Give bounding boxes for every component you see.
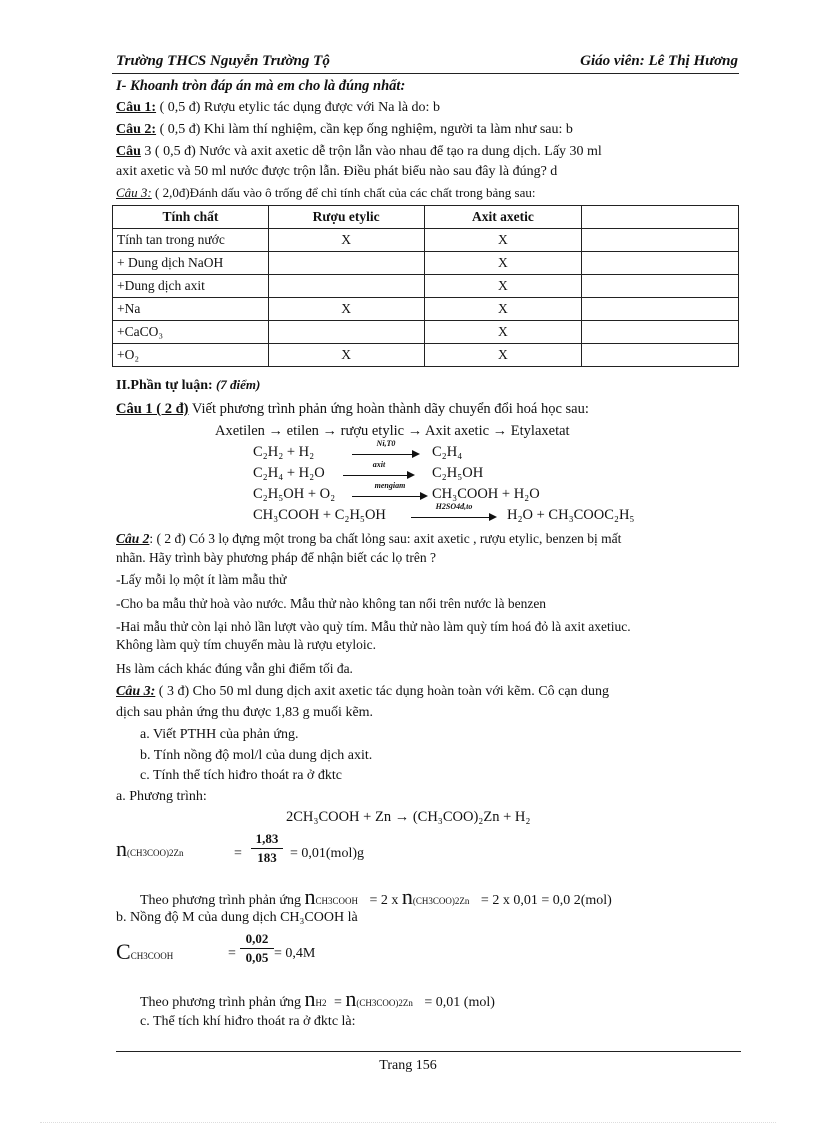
- table-cell: [582, 344, 739, 367]
- part2-title: [116, 377, 260, 395]
- stoich1-mid: = 2 x: [369, 893, 399, 908]
- fraction-salt-moles: [251, 831, 283, 866]
- essay-q2-step2: -Cho ba mẫu thử hoà vào nước. Mẫu thử nào không tan nổi trên nước là benzen: [116, 596, 547, 611]
- essay-q1-text: Viết phương trình phản ứng hoàn thành dãy chuyển đổi hoá học sau:: [188, 401, 589, 417]
- table-cell: [582, 252, 739, 275]
- stoich2-n-symbol: n: [304, 986, 316, 1011]
- equation-1-arrow: [352, 439, 420, 459]
- essay-q3-part-b: b. Tính nồng độ mol/l của dung dịch axit.: [140, 748, 373, 763]
- q3-text-line1: 3 ( 0,5 đ) Nước và axit axetic dễ trộn lẫn vào nhau để tạo ra dung dịch. Lấy 30 ml: [140, 144, 602, 159]
- essay-q3-text-line1: ( 3 đ) Cho 50 ml dung dịch axit axetic tác dụng hoàn toàn với kẽm. Cô cạn dung: [155, 684, 610, 699]
- col-header-acetic-acid: Axit axetic: [424, 206, 582, 229]
- fraction-bar: [251, 848, 283, 849]
- equation-4-arrow: [411, 502, 497, 522]
- stoichiometry-line-2: Theo phương trình phản ứng nH2 = n(CH3COO)2Zn = 0,01 (mol): [140, 986, 495, 1011]
- table-cell: X: [424, 298, 582, 321]
- equals-sign: =: [234, 846, 242, 861]
- table-cell: X: [268, 298, 424, 321]
- footer-rule: [116, 1051, 741, 1052]
- equation-1-right: C₂H₄: [432, 444, 463, 460]
- essay-q3: [116, 684, 609, 701]
- table-cell: +CaCO₃: [113, 321, 269, 344]
- stoich1-subscript: CH3COOH: [315, 896, 359, 906]
- q3-text-line2: axit axetic và 50 ml nước được trộn lẫn. Điều phát biểu nào sau đây là đúng? d: [116, 164, 558, 179]
- fraction-salt-result: = 0,01(mol)g: [290, 846, 364, 861]
- fraction-numerator: 1,83: [255, 831, 279, 846]
- teacher-name: Giáo viên: Lê Thị Hương: [580, 53, 738, 69]
- q1-label: Câu 1:: [116, 100, 157, 115]
- question-1: [116, 100, 440, 117]
- equation-3-left: C₂H₅OH + O₂: [253, 486, 336, 502]
- col-header-ethanol: Rượu etylic: [268, 206, 424, 229]
- stoich1-subscript-2: (CH3COO)2Zn: [412, 896, 470, 906]
- equation-3-condition: mengiam: [374, 481, 406, 490]
- equation-2-arrow: [343, 460, 415, 480]
- essay-q2-step3b: Không làm quỳ tím chuyển màu là rượu etyloic.: [116, 637, 377, 652]
- table-row: [113, 344, 739, 367]
- essay-q1: [116, 401, 589, 418]
- essay-q3-label: Câu 3:: [116, 684, 156, 699]
- concentration-symbol: [116, 939, 173, 965]
- part2-title-text: II.Phần tự luận:: [116, 378, 213, 393]
- table-row: [113, 252, 739, 275]
- table-row: [113, 275, 739, 298]
- essay-q3-part-c: c. Tính thể tích hiđro thoát ra ở đktc: [140, 768, 342, 783]
- fraction-concentration-result: = 0,4M: [274, 946, 316, 961]
- essay-q1-label: Câu 1 ( 2 đ): [116, 401, 189, 417]
- table-cell: [582, 275, 739, 298]
- equation-3-arrow: [352, 481, 428, 501]
- equation-1-left: C₂H₂ + H₂: [253, 444, 315, 460]
- table-row: [113, 298, 739, 321]
- stoich1-text: Theo phương trình phản ứng: [140, 893, 301, 908]
- stoich2-result: = 0,01 (mol): [424, 995, 495, 1010]
- table-cell: +Dung dịch axit: [113, 275, 269, 298]
- equation-3-right: CH₃COOH + H₂O: [432, 486, 540, 502]
- table-cell: X: [268, 344, 424, 367]
- stoich2-text: Theo phương trình phản ứng: [140, 995, 301, 1010]
- question-3: [116, 144, 602, 161]
- essay-q3-part-a: a. Viết PTHH của phản ứng.: [140, 727, 299, 742]
- table-cell: [582, 298, 739, 321]
- properties-table: [112, 205, 739, 367]
- part1-title: I- Khoanh tròn đáp án mà em cho là đúng nhất:: [116, 78, 406, 94]
- equation-2-condition: axit: [372, 460, 386, 469]
- col-header-property: Tính chất: [113, 206, 269, 229]
- q4-label: Câu 3:: [116, 185, 152, 200]
- q3-label: Câu: [116, 144, 141, 159]
- equals-sign-2: =: [228, 946, 236, 961]
- table-row: [113, 321, 739, 344]
- equation-4-right: H₂O + CH₃COOC₂H₅: [507, 507, 635, 523]
- school-name: Trường THCS Nguyễn Trường Tộ: [116, 53, 330, 69]
- essay-q2: [116, 531, 621, 547]
- essay-q2-label: Câu 2: [116, 531, 150, 546]
- equation-4-condition: H2SO4đ,to: [435, 502, 473, 511]
- fraction-denominator: 183: [257, 850, 277, 865]
- q4-text: ( 2,0đ)Đánh dấu vào ô trống để chỉ tính chất của các chất trong bảng sau:: [151, 185, 536, 200]
- essay-q2-step1: -Lấy mỗi lọ một ít làm mẫu thử: [116, 572, 287, 587]
- fraction2-bar: [240, 948, 274, 949]
- fraction2-denominator: 0,05: [245, 950, 269, 965]
- stoich1-n-symbol: n: [304, 884, 316, 909]
- page-number: Trang 156: [379, 1058, 437, 1073]
- equation-2-right: C₂H₅OH: [432, 465, 484, 481]
- equation-2-left: C₂H₄ + H₂O: [253, 465, 325, 481]
- table-header-row: [113, 206, 739, 229]
- fraction-concentration: [240, 931, 274, 966]
- table-cell: X: [424, 321, 582, 344]
- table-cell: Tính tan trong nước: [113, 229, 269, 252]
- moles-subscript: (CH3COO)2Zn: [127, 848, 184, 858]
- col-header-empty: [582, 206, 739, 229]
- essay-q2-step3a: -Hai mẫu thử còn lại nhỏ lần lượt vào quỳ tím. Mẫu thử nào làm quỳ tím hoá đỏ là axit axetiuc.: [116, 619, 631, 634]
- table-cell: [268, 275, 424, 298]
- table-cell: X: [424, 229, 582, 252]
- stoich2-subscript: H2: [315, 998, 327, 1008]
- table-cell: X: [424, 275, 582, 298]
- table-row: [113, 229, 739, 252]
- table-cell: + Dung dịch NaOH: [113, 252, 269, 275]
- equation-1-condition: Ni,T0: [376, 439, 396, 448]
- essay-q3-text-line2: dịch sau phản ứng thu được 1,83 g muối kẽm.: [116, 705, 374, 720]
- moles-salt-symbol: [116, 836, 184, 862]
- answer-a-label: a. Phương trình:: [116, 789, 207, 804]
- essay-q2-note: Hs làm cách khác đúng vẫn ghi điểm tối đa.: [116, 661, 353, 676]
- c-symbol: C: [116, 939, 131, 964]
- table-cell: [268, 252, 424, 275]
- question-2: [116, 122, 573, 139]
- fraction2-numerator: 0,02: [245, 931, 269, 946]
- conversion-chain: Axetilen → etilen → rượu etylic → Axit axetic → Etylaxetat: [215, 423, 570, 439]
- stoich2-n-symbol-2: n: [345, 986, 357, 1011]
- stoich2-subscript-2: (CH3COO)2Zn: [356, 998, 413, 1008]
- stoichiometry-line-1: [140, 884, 612, 910]
- table-cell: [268, 321, 424, 344]
- table-cell: +O₂: [113, 344, 269, 367]
- table-cell: [582, 321, 739, 344]
- question-4: [116, 185, 535, 201]
- table-cell: X: [424, 344, 582, 367]
- table-cell: X: [268, 229, 424, 252]
- moles-symbol: n: [116, 836, 127, 861]
- essay-q2-text-line1: : ( 2 đ) Có 3 lọ đựng một trong ba chất lỏng sau: axit axetic , rượu etylic, benzen bị mất: [149, 531, 622, 546]
- answer-b-label: b. Nồng độ M của dung dịch CH₃COOH là: [116, 910, 358, 925]
- main-reaction-equation: 2CH₃COOH + Zn → (CH₃COO)₂Zn + H₂: [286, 809, 531, 825]
- table-cell: [582, 229, 739, 252]
- table-cell: X: [424, 252, 582, 275]
- q2-text: ( 0,5 đ) Khi làm thí nghiệm, cần kẹp ống nghiệm, người ta làm như sau: b: [156, 122, 573, 137]
- stoich1-n-symbol-2: n: [401, 884, 413, 909]
- c-subscript: CH3COOH: [130, 951, 174, 961]
- part2-points: (7 điểm): [212, 377, 261, 392]
- q2-label: Câu 2:: [116, 122, 157, 137]
- equation-4-left: CH₃COOH + C₂H₅OH: [253, 507, 386, 523]
- table-cell: +Na: [113, 298, 269, 321]
- answer-c-label: c. Thể tích khí hiđro thoát ra ở đktc là:: [140, 1014, 356, 1029]
- stoich1-result: = 2 x 0,01 = 0,0 2(mol): [480, 893, 612, 908]
- essay-q2-text-line2: nhãn. Hãy trình bày phương pháp để nhận biết các lọ trên ?: [116, 550, 436, 565]
- q1-text: ( 0,5 đ) Rượu etylic tác dụng được với Na là do: b: [156, 100, 440, 115]
- header-rule: [112, 73, 739, 74]
